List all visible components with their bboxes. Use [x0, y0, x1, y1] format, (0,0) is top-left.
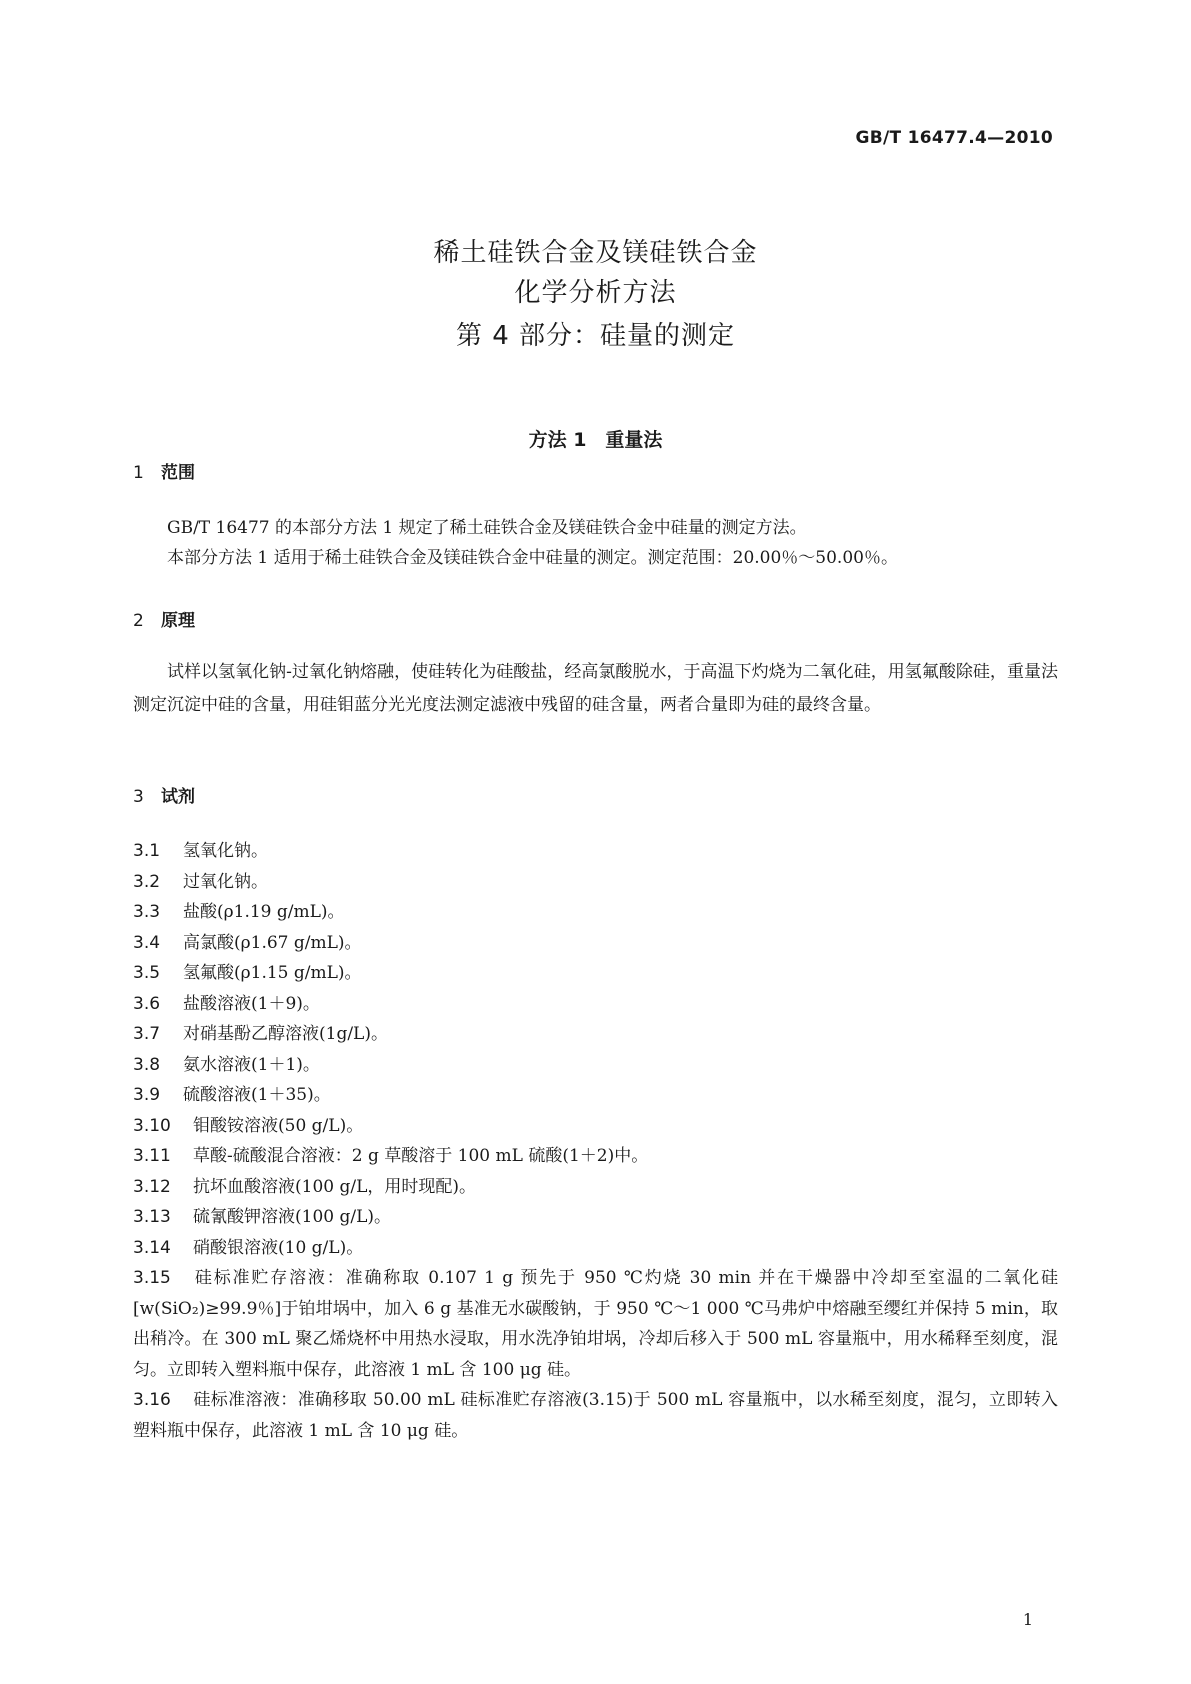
reagent-number: 3.13	[133, 1207, 171, 1227]
reagent-text: 盐酸溶液(1＋9)。	[183, 993, 320, 1014]
reagent-number: 3.2	[133, 871, 161, 892]
reagent-number: 3.15	[133, 1268, 171, 1288]
reagent-item	[133, 928, 1058, 959]
reagent-number: 3.4	[133, 932, 161, 953]
reagent-item	[133, 836, 1058, 867]
reagent-text: 氢氟酸(ρ1.15 g/mL)。	[183, 963, 362, 983]
section-heading-scope	[133, 458, 195, 483]
standard-number: GB/T 16477.4—2010	[855, 128, 1053, 148]
reagent-number: 3.10	[133, 1115, 171, 1136]
section-title: 范围	[161, 463, 195, 483]
reagent-list	[133, 836, 1058, 1446]
reagent-number: 3.16	[133, 1390, 171, 1410]
reagent-number: 3.11	[133, 1146, 171, 1166]
reagent-number: 3.6	[133, 993, 161, 1014]
reagent-item	[133, 1050, 1058, 1081]
reagent-text: 抗坏血酸溶液(100 g/L，用时现配)。	[193, 1176, 477, 1197]
reagent-text: 过氧化钠。	[183, 871, 268, 892]
section-number: 3	[133, 787, 144, 807]
reagent-text: 硅标准溶液：准确移取 50.00 mL 硅标准贮存溶液(3.15)于 500 mL 容量瓶中，以水稀至刻度，混匀，立即转入塑料瓶中保存，此溶液 1 mL 含 10 μg 硅。	[133, 1390, 1058, 1441]
section-heading-principle	[133, 606, 195, 631]
document-title-line-3: 第 4 部分：硅量的测定	[455, 321, 736, 351]
reagent-item	[133, 1202, 1058, 1233]
reagent-text: 高氯酸(ρ1.67 g/mL)。	[183, 932, 362, 953]
reagent-text: 硝酸银溶液(10 g/L)。	[193, 1237, 364, 1258]
reagent-number: 3.3	[133, 902, 161, 922]
reagent-item	[133, 897, 1058, 928]
reagent-number: 3.14	[133, 1237, 171, 1258]
reagent-item	[133, 1172, 1058, 1203]
reagent-number: 3.8	[133, 1054, 161, 1075]
reagent-number: 3.7	[133, 1024, 161, 1044]
reagent-text: 氢氧化钠。	[183, 841, 268, 861]
method-heading: 方法 1 重量法	[528, 429, 663, 451]
section-number: 1	[133, 463, 144, 483]
principle-paragraph: 试样以氢氧化钠-过氧化钠熔融，使硅转化为硅酸盐，经高氯酸脱水，于高温下灼烧为二氧化硅，用氢氟酸除硅，重量法测定沉淀中硅的含量，用硅钼蓝分光光度法测定滤液中残留的硅含量，两者合量即为硅的最终含量。	[133, 662, 1058, 715]
reagent-item	[133, 989, 1058, 1020]
reagent-item	[133, 867, 1058, 898]
scope-paragraph-1: GB/T 16477 的本部分方法 1 规定了稀土硅铁合金及镁硅铁合金中硅量的测定方法。	[167, 518, 807, 538]
section-heading-reagents	[133, 782, 195, 807]
reagent-number: 3.9	[133, 1085, 161, 1105]
reagent-text: 硫酸溶液(1＋35)。	[183, 1085, 331, 1105]
reagent-number: 3.5	[133, 963, 161, 983]
scope-paragraph-2: 本部分方法 1 适用于稀土硅铁合金及镁硅铁合金中硅量的测定。测定范围：20.00％～50.00％。	[167, 548, 898, 568]
reagent-item	[133, 1233, 1058, 1264]
reagent-text: 对硝基酚乙醇溶液(1g/L)。	[183, 1024, 388, 1044]
reagent-item	[133, 1019, 1058, 1050]
reagent-text: 硫氰酸钾溶液(100 g/L)。	[193, 1207, 392, 1227]
reagent-text: 钼酸铵溶液(50 g/L)。	[193, 1115, 364, 1136]
reagent-item	[133, 1385, 1058, 1446]
reagent-item	[133, 1111, 1058, 1142]
reagent-item	[133, 1080, 1058, 1111]
section-number: 2	[133, 611, 144, 631]
reagent-text: 盐酸(ρ1.19 g/mL)。	[183, 902, 345, 922]
reagent-text: 草酸-硫酸混合溶液：2 g 草酸溶于 100 mL 硫酸(1＋2)中。	[193, 1146, 649, 1166]
reagent-text: 硅标准贮存溶液：准确称取 0.107 1 g 预先于 950 ℃灼烧 30 min 并在干燥器中冷却至室温的二氧化硅[w(SiO₂)≥99.9％]于铂坩埚中，加入 6 g 基准无水碳酸钠，于 950 ℃～1 000 ℃马弗炉中熔融至缨红并保持 5 min，取出稍冷。在 300 mL 聚乙烯烧杯中用热水浸取，用水洗净铂坩埚，冷却后移入于 500 mL 容量瓶中，用水稀释至刻度，混匀。立即转入塑料瓶中保存，此溶液 1 mL 含 100 μg 硅。	[133, 1268, 1058, 1380]
reagent-item	[133, 958, 1058, 989]
reagent-item	[133, 1263, 1058, 1385]
section-title: 原理	[161, 611, 195, 631]
reagent-text: 氨水溶液(1＋1)。	[183, 1054, 320, 1075]
reagent-number: 3.12	[133, 1176, 171, 1197]
reagent-number: 3.1	[133, 841, 161, 861]
page-number: 1	[1022, 1610, 1033, 1629]
document-title-line-1: 稀土硅铁合金及镁硅铁合金	[433, 238, 758, 268]
document-title-line-2: 化学分析方法	[514, 278, 677, 308]
reagent-item	[133, 1141, 1058, 1172]
section-title: 试剂	[161, 787, 195, 807]
